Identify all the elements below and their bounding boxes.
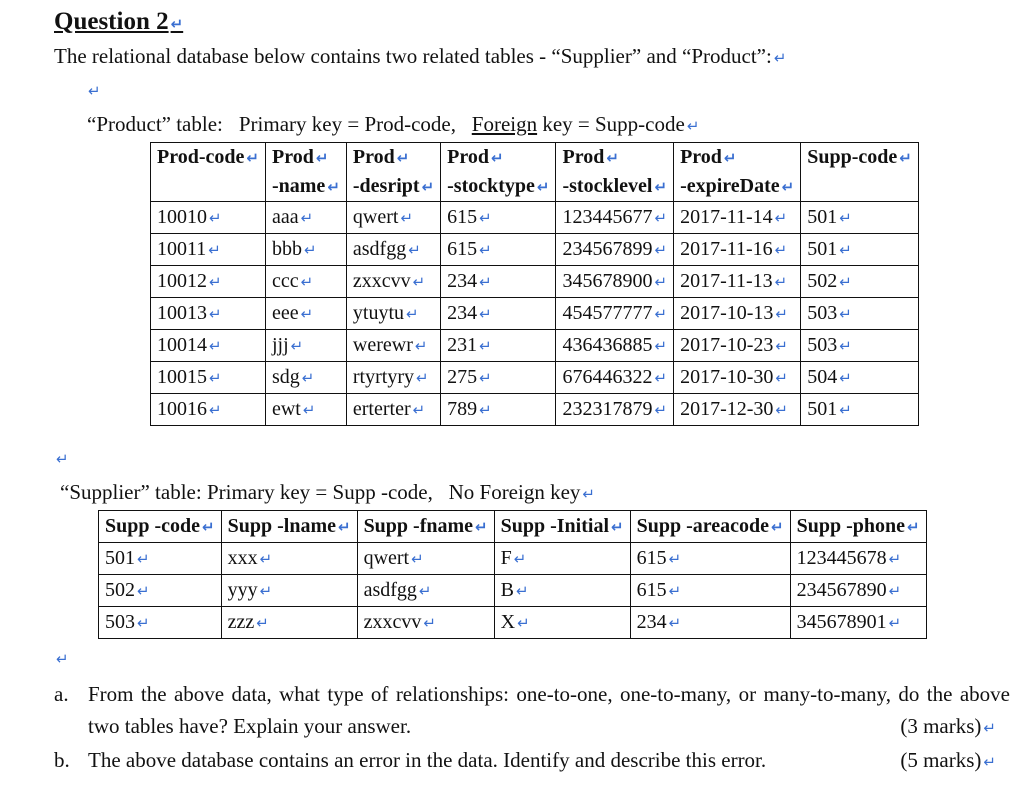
table-cell: 502 ↵	[99, 575, 222, 607]
table-cell: aaa ↵	[265, 202, 346, 234]
paragraph-mark: ↵	[475, 518, 488, 536]
table-cell: 2017-10-30 ↵	[674, 362, 801, 394]
table-cell: 615 ↵	[441, 234, 556, 266]
product-header-cell: -stocklevel ↵	[556, 172, 674, 202]
table-cell: 123445677 ↵	[556, 202, 674, 234]
paragraph-mark: ↵	[839, 305, 852, 323]
table-cell: zzz ↵	[221, 607, 357, 639]
paragraph-mark: ↵	[839, 273, 852, 291]
table-cell: 501 ↵	[801, 202, 919, 234]
paragraph-mark: ↵	[515, 582, 529, 600]
table-row	[151, 234, 919, 266]
table-cell: qwert ↵	[346, 202, 440, 234]
paragraph-mark: ↵	[839, 369, 852, 387]
table-cell: ytuytu ↵	[346, 298, 440, 330]
paragraph-mark: ↵	[479, 209, 492, 227]
table-cell: 2017-10-13 ↵	[674, 298, 801, 330]
table-cell: 345678900 ↵	[556, 266, 674, 298]
paragraph-mark: ↵	[839, 209, 852, 227]
paragraph-mark: ↵	[290, 337, 304, 355]
paragraph-mark: ↵	[302, 401, 316, 419]
supplier-table-caption: “Supplier” table: Primary key = Supp -code, No Foreign key ↵	[60, 480, 595, 504]
paragraph-mark: ↵	[56, 650, 69, 668]
table-row	[99, 607, 927, 639]
table-cell: qwert ↵	[357, 543, 494, 575]
paragraph-mark: ↵	[423, 614, 436, 632]
table-cell: F ↵	[494, 543, 630, 575]
question-a-label: a.	[54, 682, 69, 706]
supplier-header-cell: Supp -fname ↵	[357, 511, 494, 543]
product-header-cell: Prod ↵	[265, 143, 346, 173]
paragraph-mark: ↵	[479, 337, 492, 355]
paragraph-mark: ↵	[775, 369, 788, 387]
product-header-cell	[151, 172, 266, 202]
table-cell: 503 ↵	[99, 607, 222, 639]
paragraph-mark: ↵	[202, 518, 215, 536]
paragraph-mark: ↵	[209, 273, 222, 291]
paragraph-mark: ↵	[300, 209, 314, 227]
table-cell: 501 ↵	[801, 394, 919, 426]
table-cell: 232317879 ↵	[556, 394, 674, 426]
paragraph-mark: ↵	[406, 305, 419, 323]
paragraph-mark: ↵	[209, 369, 222, 387]
paragraph-mark: ↵	[418, 582, 432, 600]
paragraph-mark: ↵	[907, 518, 920, 536]
paragraph-mark: ↵	[479, 305, 492, 323]
paragraph-mark: ↵	[327, 178, 340, 196]
table-row	[99, 575, 927, 607]
table-row	[151, 266, 919, 298]
paragraph-mark: ↵	[315, 149, 329, 167]
paragraph-mark: ↵	[654, 241, 668, 259]
table-cell: 10016 ↵	[151, 394, 266, 426]
paragraph-mark: ↵	[209, 209, 222, 227]
question-a-text: From the above data, what type of relationships: one-to-one, one-to-many, or many-to-many, do the above two tables have? Explain your answer.	[88, 682, 1010, 738]
supplier-header-cell: Supp -code ↵	[99, 511, 222, 543]
table-cell: 615 ↵	[630, 543, 790, 575]
table-cell: 10011 ↵	[151, 234, 266, 266]
paragraph-mark: ↵	[412, 273, 426, 291]
supplier-table	[98, 510, 927, 639]
paragraph-mark: ↵	[137, 614, 150, 632]
paragraph-mark: ↵	[479, 241, 492, 259]
question-a-marks: (3 marks) ↵	[900, 714, 996, 738]
paragraph-mark: ↵	[411, 550, 424, 568]
table-cell: 10014 ↵	[151, 330, 266, 362]
table-cell: 231 ↵	[441, 330, 556, 362]
table-cell: 436436885 ↵	[556, 330, 674, 362]
table-cell: 501 ↵	[801, 234, 919, 266]
product-header-cell: Prod ↵	[674, 143, 801, 173]
product-header-cell: -name ↵	[265, 172, 346, 202]
paragraph-mark: ↵	[899, 149, 912, 167]
paragraph-mark: ↵	[479, 401, 492, 419]
paragraph-mark: ↵	[888, 582, 902, 600]
table-row	[99, 543, 927, 575]
paragraph-mark: ↵	[781, 178, 795, 196]
paragraph-mark: ↵	[491, 149, 504, 167]
paragraph-mark: ↵	[415, 369, 429, 387]
paragraph-mark: ↵	[259, 582, 273, 600]
question-b-text: The above database contains an error in the data. Identify and describe this error.	[88, 748, 767, 772]
table-cell: 676446322 ↵	[556, 362, 674, 394]
table-cell: 2017-10-23 ↵	[674, 330, 801, 362]
table-cell: 234567890 ↵	[790, 575, 926, 607]
table-cell: zxxcvv ↵	[346, 266, 440, 298]
paragraph-mark: ↵	[396, 149, 410, 167]
table-cell: ccc ↵	[265, 266, 346, 298]
table-cell: 502 ↵	[801, 266, 919, 298]
paragraph-mark: ↵	[771, 518, 784, 536]
paragraph-mark: ↵	[256, 614, 269, 632]
paragraph-mark: ↵	[654, 369, 668, 387]
paragraph-mark: ↵	[300, 305, 314, 323]
paragraph-mark: ↵	[839, 241, 852, 259]
paragraph-mark: ↵	[774, 209, 788, 227]
table-row	[151, 330, 919, 362]
paragraph-mark: ↵	[259, 550, 273, 568]
paragraph-mark: ↵	[137, 550, 150, 568]
table-cell: erterter ↵	[346, 394, 440, 426]
product-header-row-2	[151, 172, 919, 202]
product-header-cell: -stocktype ↵	[441, 172, 556, 202]
table-cell: 503 ↵	[801, 298, 919, 330]
product-header-cell	[801, 172, 919, 202]
paragraph-mark: ↵	[337, 518, 351, 536]
paragraph-mark: ↵	[479, 369, 492, 387]
table-cell: 275 ↵	[441, 362, 556, 394]
question-title: Question 2 ↵	[54, 8, 184, 35]
table-cell: sdg ↵	[265, 362, 346, 394]
question-b-label: b.	[54, 748, 70, 772]
table-cell: 10012 ↵	[151, 266, 266, 298]
table-cell: 10013 ↵	[151, 298, 266, 330]
paragraph-mark: ↵	[775, 337, 788, 355]
product-header-cell: Supp-code ↵	[801, 143, 919, 173]
table-cell: 504 ↵	[801, 362, 919, 394]
paragraph-mark: ↵	[668, 582, 682, 600]
product-header-cell: Prod ↵	[346, 143, 440, 173]
table-cell: asdfgg ↵	[346, 234, 440, 266]
table-cell: zxxcvv ↵	[357, 607, 494, 639]
table-cell: 501 ↵	[99, 543, 222, 575]
table-cell: 123445678 ↵	[790, 543, 926, 575]
paragraph-mark: ↵	[888, 614, 902, 632]
paragraph-mark: ↵	[774, 241, 788, 259]
table-cell: bbb ↵	[265, 234, 346, 266]
paragraph-mark: ↵	[513, 550, 527, 568]
paragraph-mark: ↵	[839, 401, 852, 419]
paragraph-mark: ↵	[408, 241, 421, 259]
paragraph-mark: ↵	[775, 401, 788, 419]
paragraph-mark: ↵	[412, 401, 426, 419]
table-cell: 615 ↵	[630, 575, 790, 607]
table-cell: 234 ↵	[441, 266, 556, 298]
paragraph-mark: ↵	[56, 450, 69, 468]
table-cell: 2017-12-30 ↵	[674, 394, 801, 426]
product-header-cell: Prod-code ↵	[151, 143, 266, 173]
paragraph-mark: ↵	[137, 582, 150, 600]
paragraph-mark: ↵	[208, 241, 221, 259]
paragraph-mark: ↵	[303, 241, 317, 259]
table-cell: eee ↵	[265, 298, 346, 330]
paragraph-mark: ↵	[414, 337, 428, 355]
table-cell: 10010 ↵	[151, 202, 266, 234]
product-header-cell: -desript ↵	[346, 172, 440, 202]
paragraph-mark: ↵	[654, 305, 668, 323]
paragraph-mark: ↵	[654, 401, 668, 419]
table-cell: 2017-11-16 ↵	[674, 234, 801, 266]
paragraph-mark: ↵	[654, 178, 668, 196]
paragraph-mark: ↵	[301, 369, 315, 387]
table-cell: jjj ↵	[265, 330, 346, 362]
table-row	[151, 394, 919, 426]
paragraph-mark: ↵	[400, 209, 414, 227]
paragraph-mark: ↵	[209, 337, 222, 355]
intro-paragraph: The relational database below contains two related tables - “Supplier” and “Product”: ↵	[54, 44, 787, 68]
paragraph-mark: ↵	[209, 401, 222, 419]
table-cell: werewr ↵	[346, 330, 440, 362]
table-cell: 2017-11-13 ↵	[674, 266, 801, 298]
paragraph-mark: ↵	[654, 273, 668, 291]
table-cell: 454577777 ↵	[556, 298, 674, 330]
product-table-caption: “Product” table: Primary key = Prod-code, Foreign key = Supp-code ↵	[87, 112, 700, 136]
table-cell: 2017-11-14 ↵	[674, 202, 801, 234]
product-table	[150, 142, 919, 426]
table-cell: asdfgg ↵	[357, 575, 494, 607]
product-header-cell: Prod ↵	[441, 143, 556, 173]
paragraph-mark: ↵	[246, 149, 259, 167]
supplier-header-cell: Supp -Initial ↵	[494, 511, 630, 543]
paragraph-mark: ↵	[839, 337, 852, 355]
product-header-row	[151, 143, 919, 173]
table-cell: yyy ↵	[221, 575, 357, 607]
table-cell: 345678901 ↵	[790, 607, 926, 639]
paragraph-mark: ↵	[888, 550, 902, 568]
paragraph-mark: ↵	[611, 518, 624, 536]
paragraph-mark: ↵	[479, 273, 492, 291]
supplier-header-cell: Supp -areacode ↵	[630, 511, 790, 543]
table-cell: 10015 ↵	[151, 362, 266, 394]
paragraph-mark: ↵	[654, 209, 668, 227]
paragraph-mark: ↵	[775, 305, 788, 323]
paragraph-mark: ↵	[654, 337, 668, 355]
question-b-marks: (5 marks) ↵	[900, 748, 996, 772]
table-cell: ewt ↵	[265, 394, 346, 426]
product-header-cell: Prod ↵	[556, 143, 674, 173]
table-row	[151, 298, 919, 330]
paragraph-mark: ↵	[517, 614, 530, 632]
supplier-header-cell: Supp -lname ↵	[221, 511, 357, 543]
supplier-header-row	[99, 511, 927, 543]
table-cell: 234 ↵	[630, 607, 790, 639]
table-row	[151, 202, 919, 234]
paragraph-mark: ↵	[536, 178, 550, 196]
paragraph-mark: ↵	[606, 149, 619, 167]
table-cell: 615 ↵	[441, 202, 556, 234]
paragraph-mark: ↵	[668, 614, 682, 632]
paragraph-mark: ↵	[668, 550, 682, 568]
table-cell: xxx ↵	[221, 543, 357, 575]
table-cell: B ↵	[494, 575, 630, 607]
table-cell: 234567899 ↵	[556, 234, 674, 266]
paragraph-mark: ↵	[723, 149, 737, 167]
paragraph-mark: ↵	[88, 82, 101, 100]
table-cell: rtyrtyry ↵	[346, 362, 440, 394]
supplier-header-cell: Supp -phone ↵	[790, 511, 926, 543]
question-a	[54, 678, 1010, 742]
table-row	[151, 362, 919, 394]
paragraph-mark: ↵	[209, 305, 222, 323]
table-cell: X ↵	[494, 607, 630, 639]
table-cell: 789 ↵	[441, 394, 556, 426]
paragraph-mark: ↵	[421, 178, 435, 196]
table-cell: 503 ↵	[801, 330, 919, 362]
paragraph-mark: ↵	[774, 273, 788, 291]
question-b	[54, 744, 1010, 776]
paragraph-mark: ↵	[300, 273, 314, 291]
table-cell: 234 ↵	[441, 298, 556, 330]
product-header-cell: -expireDate ↵	[674, 172, 801, 202]
